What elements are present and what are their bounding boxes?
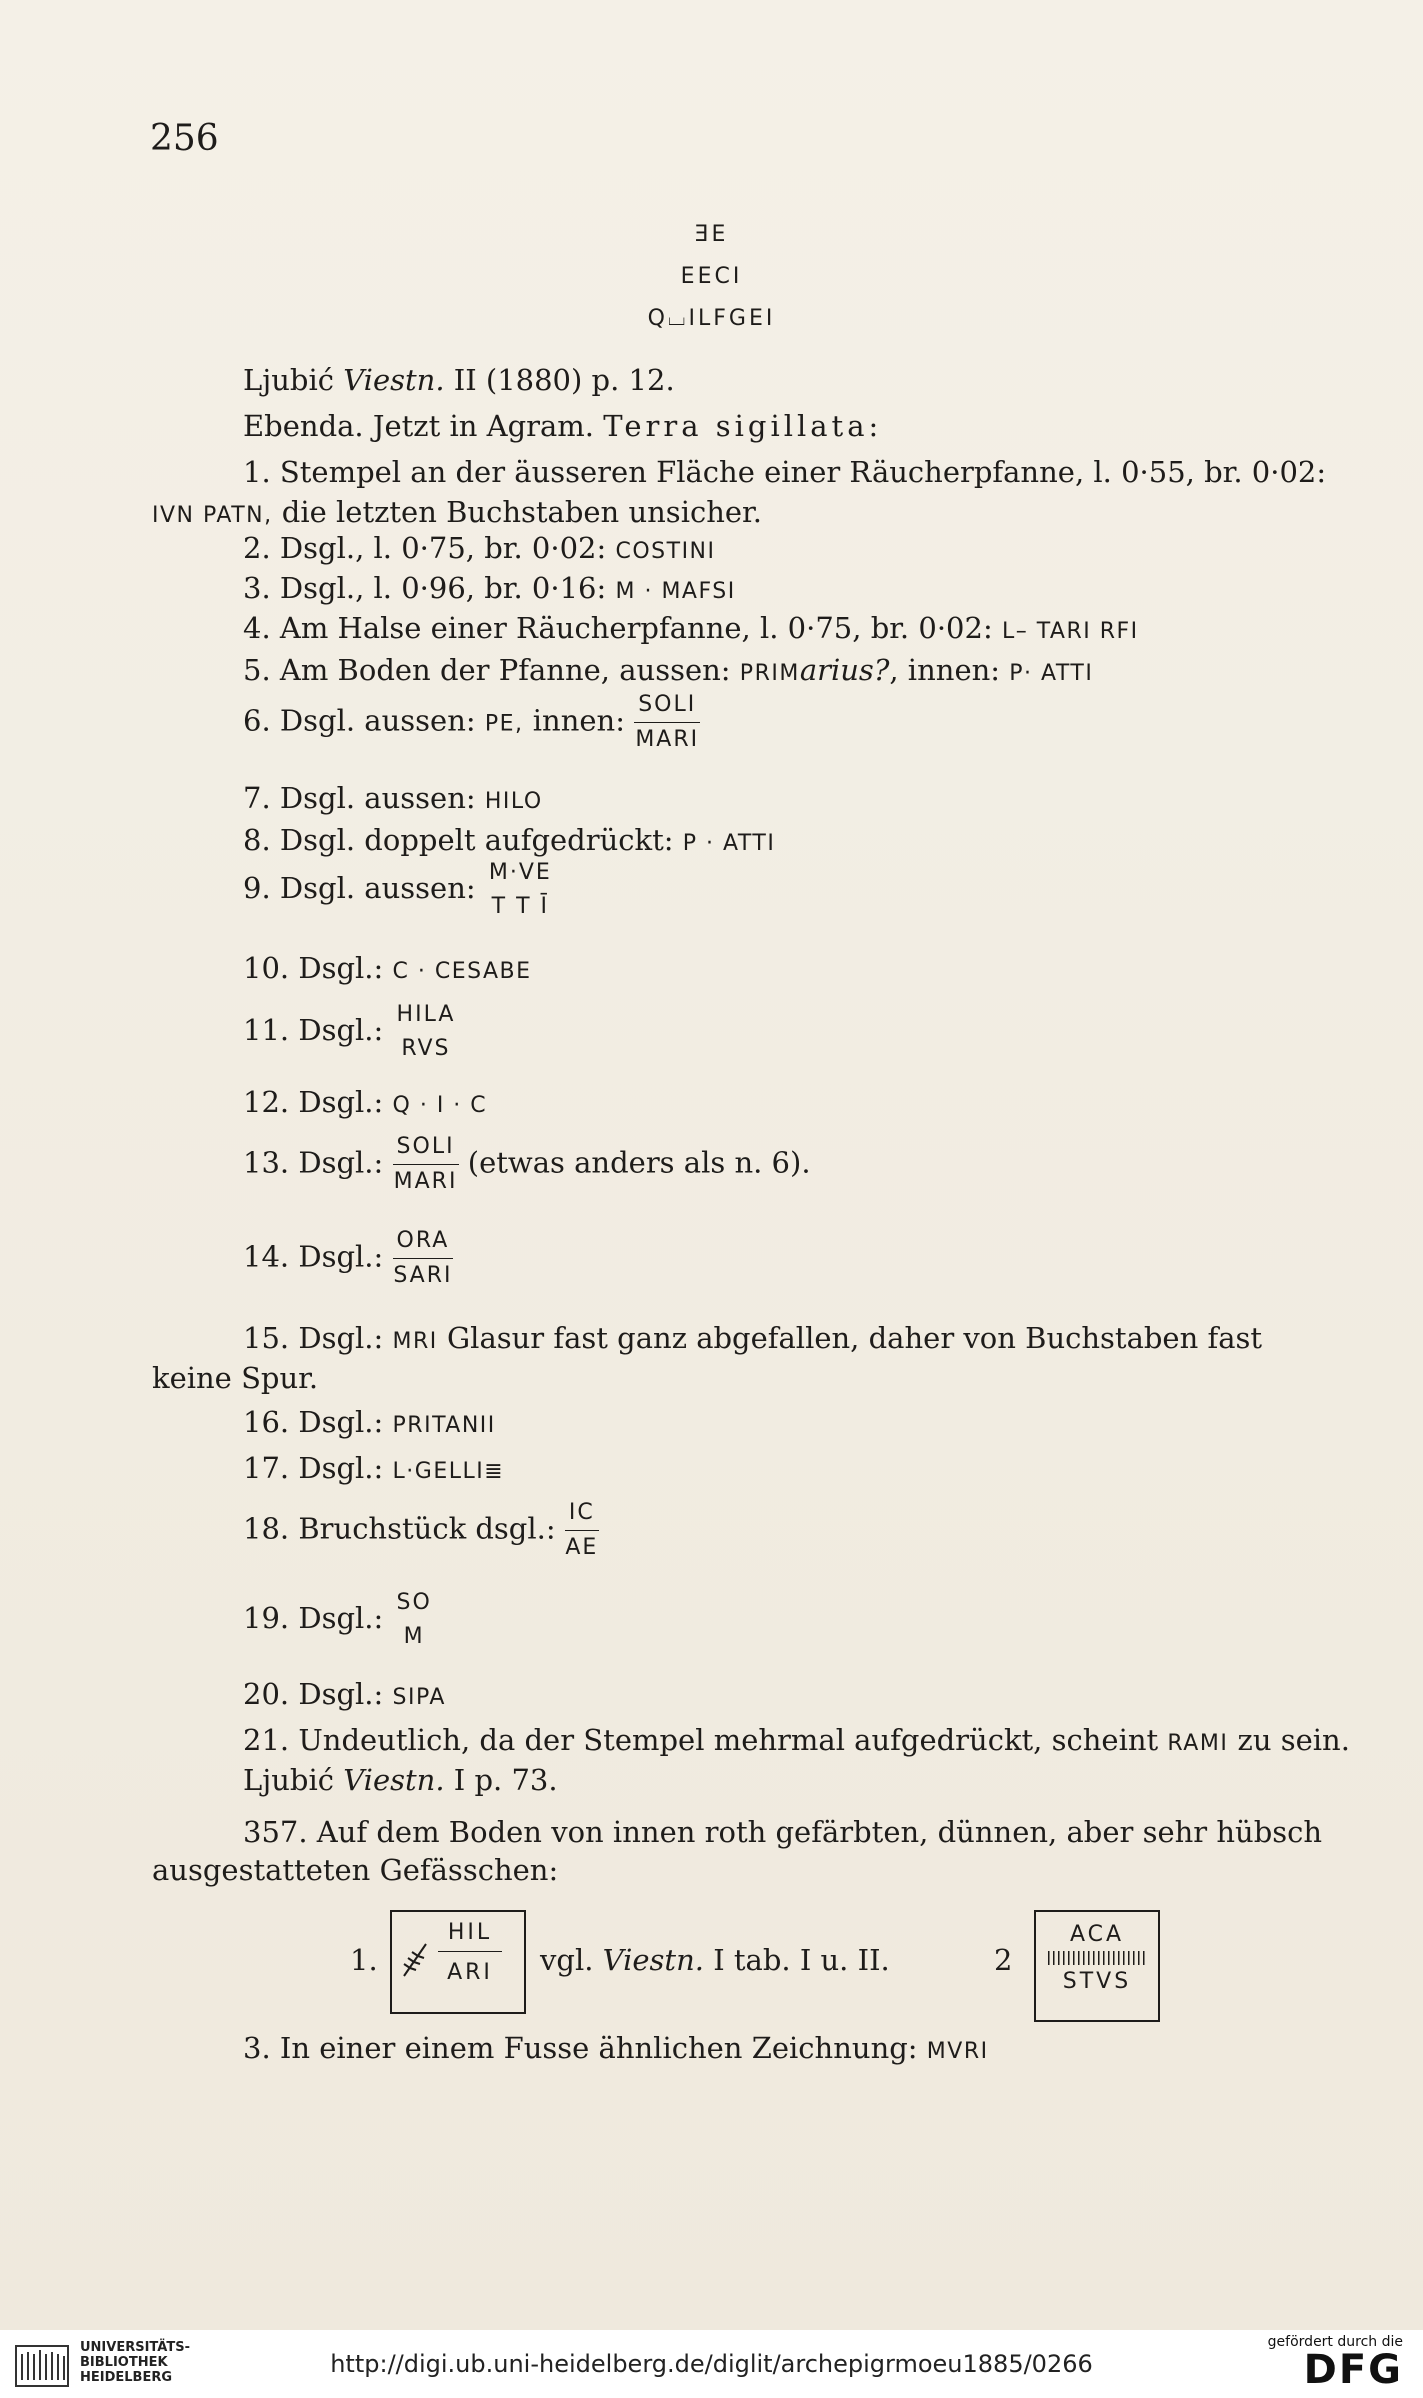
stamp-2-box xyxy=(1034,1910,1160,2022)
item-18 xyxy=(243,1498,599,1563)
numerator: IC xyxy=(565,1498,599,1531)
text: 7. Dsgl. aussen: xyxy=(243,781,476,815)
line-ljubic-1 xyxy=(243,362,675,398)
library-line-1: UNIVERSITÄTS- xyxy=(80,2340,190,2355)
item-1 xyxy=(243,454,1326,490)
library-line-3: HEIDELBERG xyxy=(80,2370,173,2385)
ref-author: Ljubić xyxy=(243,363,335,397)
item-15 xyxy=(243,1320,1262,1360)
item-12 xyxy=(243,1084,487,1124)
page-number: 256 xyxy=(150,118,219,159)
text: 15. Dsgl.: xyxy=(243,1321,384,1355)
item-10 xyxy=(243,950,532,990)
spaced-heading: Terra sigillata: xyxy=(603,409,883,443)
inscription: PE, xyxy=(484,711,524,737)
text: 1. Stempel an der äusseren Fläche einer Räucherpfanne, l. 0·55, br. 0·02: xyxy=(243,455,1327,489)
stacked-inscription xyxy=(393,1000,460,1064)
numerator: ORA xyxy=(393,1226,454,1259)
text: 10. Dsgl.: xyxy=(243,951,384,985)
bottom: T T Ī xyxy=(491,894,549,919)
ref-journal: Viestn. xyxy=(602,1943,704,1977)
text: Ebenda. Jetzt in Agram. xyxy=(243,409,595,443)
inscription: M · MAFSI xyxy=(615,579,736,604)
inscription: RAMI xyxy=(1167,1731,1229,1756)
inscription-line-3: Q⌴ILFGEI xyxy=(647,306,776,331)
inscription-line-2: EECI xyxy=(680,264,743,289)
item-21 xyxy=(243,1722,1350,1762)
text: 20. Dsgl.: xyxy=(243,1677,384,1711)
ref-rest: II (1880) p. 12. xyxy=(453,363,675,397)
inscription: P· ATTI xyxy=(1009,661,1094,686)
italic: arius? xyxy=(799,653,890,687)
inscription: L– TARI RFI xyxy=(1001,619,1139,644)
stamp-ref xyxy=(540,1942,890,1978)
text: vgl. xyxy=(540,1943,594,1977)
text: 18. Bruchstück dsgl.: xyxy=(243,1511,556,1546)
stamp-2-top: ACA xyxy=(1069,1922,1125,1947)
item-16 xyxy=(243,1404,496,1444)
text: Glasur fast ganz abgefallen, daher von Buchstaben fast xyxy=(447,1321,1263,1355)
denominator: MARI xyxy=(393,1169,458,1194)
text: zu sein. xyxy=(1237,1723,1350,1757)
ref-journal: Viestn. xyxy=(343,363,445,397)
inscription: IVN PATN, xyxy=(152,503,273,528)
footer-bar xyxy=(0,2330,1423,2398)
item-5 xyxy=(243,652,1093,692)
line-ebenda xyxy=(243,408,882,444)
item-17 xyxy=(243,1450,504,1490)
top: M·VE xyxy=(488,860,552,885)
text: 17. Dsgl.: xyxy=(243,1451,384,1485)
denominator: MARI xyxy=(635,727,700,752)
fraction xyxy=(393,1226,454,1291)
numerator: SOLI xyxy=(393,1132,459,1165)
inscription-line-1: ƎE xyxy=(694,222,729,247)
item-357-3 xyxy=(243,2030,989,2070)
text: 5. Am Boden der Pfanne, aussen: xyxy=(243,653,731,687)
dfg-caption: gefördert durch die xyxy=(1267,2334,1403,2350)
item-357 xyxy=(243,1814,1322,1850)
stamp-2-number: 2 xyxy=(994,1943,1013,1977)
line-ljubic-2 xyxy=(243,1762,558,1798)
top: SO xyxy=(396,1590,432,1615)
item-7 xyxy=(243,780,543,820)
ref-rest: I p. 73. xyxy=(453,1763,558,1797)
text: 8. Dsgl. doppelt aufgedrückt: xyxy=(243,823,674,857)
text: 2. Dsgl., l. 0·75, br. 0·02: xyxy=(243,531,607,565)
item-1-cont xyxy=(152,494,762,534)
item-357-cont xyxy=(152,1852,558,1888)
item-13 xyxy=(243,1132,811,1197)
text: die letzten Buchstaben unsicher. xyxy=(281,495,762,529)
source-url[interactable]: http://digi.ub.uni-heidelberg.de/diglit/archepigrmoeu1885/0266 xyxy=(330,2350,1093,2378)
text: 357. Auf dem Boden von innen roth gefärbten, dünnen, aber sehr hübsch xyxy=(243,1815,1323,1849)
item-19 xyxy=(243,1588,436,1652)
inscription: MRI xyxy=(392,1329,438,1354)
bottom: RVS xyxy=(401,1036,451,1061)
denominator: AE xyxy=(565,1535,599,1560)
inscription: COSTINI xyxy=(615,539,716,564)
stacked-inscription xyxy=(485,858,556,922)
text: keine Spur. xyxy=(152,1361,319,1395)
stamp-1-top: HIL xyxy=(438,1920,502,1952)
stacked-inscription xyxy=(393,1588,436,1652)
text: 12. Dsgl.: xyxy=(243,1085,384,1119)
stamp-2-bottom: STVS xyxy=(1062,1969,1132,1994)
inscription: PRIM xyxy=(739,661,800,686)
top: HILA xyxy=(396,1002,456,1027)
text: , innen: xyxy=(889,653,1001,687)
item-11 xyxy=(243,1000,459,1064)
text: 14. Dsgl.: xyxy=(243,1239,384,1274)
item-8 xyxy=(243,822,775,862)
inscription: SIPA xyxy=(392,1685,446,1710)
text: 21. Undeutlich, da der Stempel mehrmal aufgedrückt, scheint xyxy=(243,1723,1159,1757)
dfg-wordmark: DFG xyxy=(1303,2347,1403,2393)
text: 16. Dsgl.: xyxy=(243,1405,384,1439)
fraction xyxy=(634,690,700,755)
text: ausgestatteten Gefässchen: xyxy=(152,1853,559,1887)
branch-icon xyxy=(400,1940,430,1980)
fraction xyxy=(565,1498,599,1563)
numerator: SOLI xyxy=(634,690,700,723)
item-14 xyxy=(243,1226,453,1291)
item-9 xyxy=(243,858,556,922)
text: 3. Dsgl., l. 0·96, br. 0·16: xyxy=(243,571,607,605)
ref-author: Ljubić xyxy=(243,1763,335,1797)
inscription: P · ATTI xyxy=(682,831,776,856)
item-4 xyxy=(243,610,1139,650)
text: (etwas anders als n. 6). xyxy=(467,1145,811,1180)
item-2 xyxy=(243,530,716,570)
ref-rest: I tab. I u. II. xyxy=(713,1943,890,1977)
inscription: L·GELLI≣ xyxy=(392,1459,505,1484)
text: innen: xyxy=(532,703,625,738)
text: 3. In einer einem Fusse ähnlichen Zeichnung: xyxy=(243,2031,918,2065)
item-6 xyxy=(243,690,700,755)
item-15-cont xyxy=(152,1360,318,1396)
stamp-2-hatching xyxy=(1048,1951,1146,1965)
text: 11. Dsgl.: xyxy=(243,1013,384,1047)
inscription: HILO xyxy=(484,789,543,814)
bottom: M xyxy=(403,1624,425,1649)
fraction xyxy=(393,1132,459,1197)
text: 19. Dsgl.: xyxy=(243,1601,384,1635)
ref-journal: Viestn. xyxy=(343,1763,445,1797)
inscription: Q · I · C xyxy=(392,1093,488,1118)
dfg-logo xyxy=(1267,2334,1403,2393)
stamp-1-bottom: ARI xyxy=(447,1960,493,1985)
inscription: PRITANII xyxy=(392,1413,496,1438)
inscription: C · CESABE xyxy=(392,959,532,984)
text: 13. Dsgl.: xyxy=(243,1145,384,1180)
item-20 xyxy=(243,1676,446,1716)
denominator: SARI xyxy=(393,1263,453,1288)
stamp-1-box xyxy=(390,1910,526,2014)
text: 4. Am Halse einer Räucherpfanne, l. 0·75, br. 0·02: xyxy=(243,611,993,645)
text: 9. Dsgl. aussen: xyxy=(243,871,476,905)
stamp-1-number: 1. xyxy=(350,1943,378,1977)
item-3 xyxy=(243,570,736,610)
inscription: MVRI xyxy=(926,2039,989,2064)
library-line-2: BIBLIOTHEK xyxy=(80,2355,168,2370)
text: 6. Dsgl. aussen: xyxy=(243,703,476,738)
